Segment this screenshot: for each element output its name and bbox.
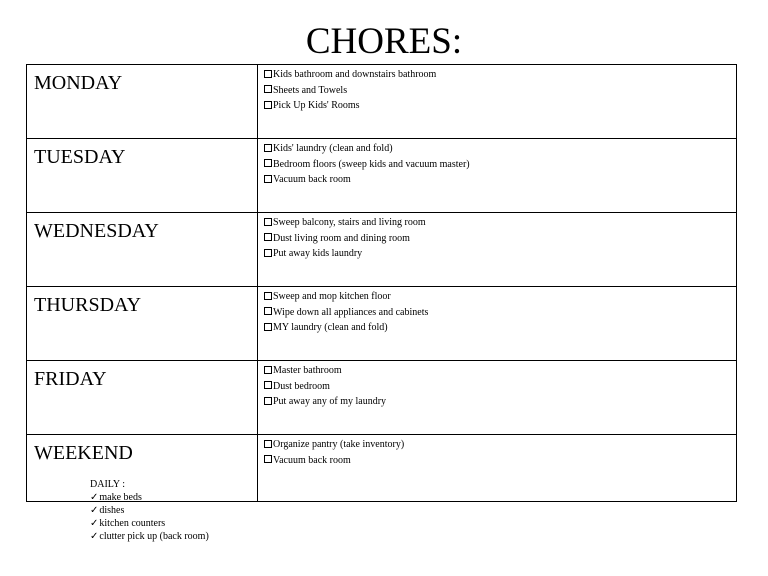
checkbox-icon[interactable] [264,70,272,78]
task-label: Bedroom floors (sweep kids and vacuum master) [273,158,470,170]
checkbox-icon[interactable] [264,440,272,448]
table-row [27,139,737,213]
task-list [258,361,737,435]
table-row [27,361,737,435]
checkmark-icon: ✓ [90,505,99,516]
daily-item-label: dishes [99,505,125,516]
chores-table [26,64,737,502]
task-list [258,435,737,502]
task-label: Pick Up Kids' Rooms [273,100,360,112]
task-label: Master bathroom [273,365,342,377]
table-row [27,65,737,139]
task-item [264,320,736,336]
day-label: MONDAY [27,65,258,139]
task-label: Wipe down all appliances and cabinets [273,306,429,318]
daily-item-label: clutter pick up (back room) [99,531,209,542]
task-label: Dust living room and dining room [273,232,410,244]
checkbox-icon[interactable] [264,144,272,152]
task-label: Dust bedroom [273,380,330,392]
checkbox-icon[interactable] [264,366,272,374]
task-label: Organize pantry (take inventory) [273,439,405,451]
checkbox-icon[interactable] [264,218,272,226]
task-item [264,98,736,114]
task-list [258,287,737,361]
task-item [264,394,736,410]
task-label: Sweep balcony, stairs and living room [273,217,426,229]
task-label: Put away kids laundry [273,248,363,260]
daily-item [90,491,209,504]
daily-item-label: kitchen counters [99,518,166,529]
task-item [264,172,736,188]
task-item [264,246,736,262]
checkbox-icon[interactable] [264,292,272,300]
task-list [258,65,737,139]
checkbox-icon[interactable] [264,175,272,183]
daily-item [90,504,209,517]
daily-item [90,517,209,530]
task-list [258,139,737,213]
task-label: Kids bathroom and downstairs bathroom [273,69,437,81]
task-label: Vacuum back room [273,174,351,186]
daily-item-label: make beds [99,492,142,503]
task-label: Put away any of my laundry [273,396,387,408]
task-item [264,141,736,157]
daily-item [90,530,209,543]
task-item [264,363,736,379]
task-item [264,379,736,395]
task-item [264,289,736,305]
daily-heading: DAILY : [90,479,126,490]
checkbox-icon[interactable] [264,323,272,331]
task-item [264,437,736,453]
day-label: TUESDAY [27,139,258,213]
checkbox-icon[interactable] [264,307,272,315]
checkbox-icon[interactable] [264,455,272,463]
checkmark-icon: ✓ [90,492,99,503]
task-item [264,157,736,173]
checkbox-icon[interactable] [264,249,272,257]
task-label: Vacuum back room [273,454,351,466]
table-row [27,287,737,361]
table-row [27,213,737,287]
checkbox-icon[interactable] [264,381,272,389]
day-label: WEEKEND [27,435,258,502]
checkbox-icon[interactable] [264,101,272,109]
checkmark-icon: ✓ [90,531,99,542]
task-item [264,67,736,83]
day-label: THURSDAY [27,287,258,361]
task-item [264,83,736,99]
task-label: Sheets and Towels [273,84,348,96]
page-title: CHORES: [305,21,463,62]
task-item [264,453,736,469]
task-label: Sweep and mop kitchen floor [273,291,391,303]
day-label: WEDNESDAY [27,213,258,287]
task-item [264,231,736,247]
task-label: Kids' laundry (clean and fold) [273,143,393,155]
checkbox-icon[interactable] [264,397,272,405]
checkbox-icon[interactable] [264,233,272,241]
day-label: FRIDAY [27,361,258,435]
task-list [258,213,737,287]
daily-section [90,478,209,543]
task-item [264,215,736,231]
task-item [264,305,736,321]
checkbox-icon[interactable] [264,85,272,93]
checkbox-icon[interactable] [264,159,272,167]
checkmark-icon: ✓ [90,518,99,529]
task-label: MY laundry (clean and fold) [273,322,388,334]
